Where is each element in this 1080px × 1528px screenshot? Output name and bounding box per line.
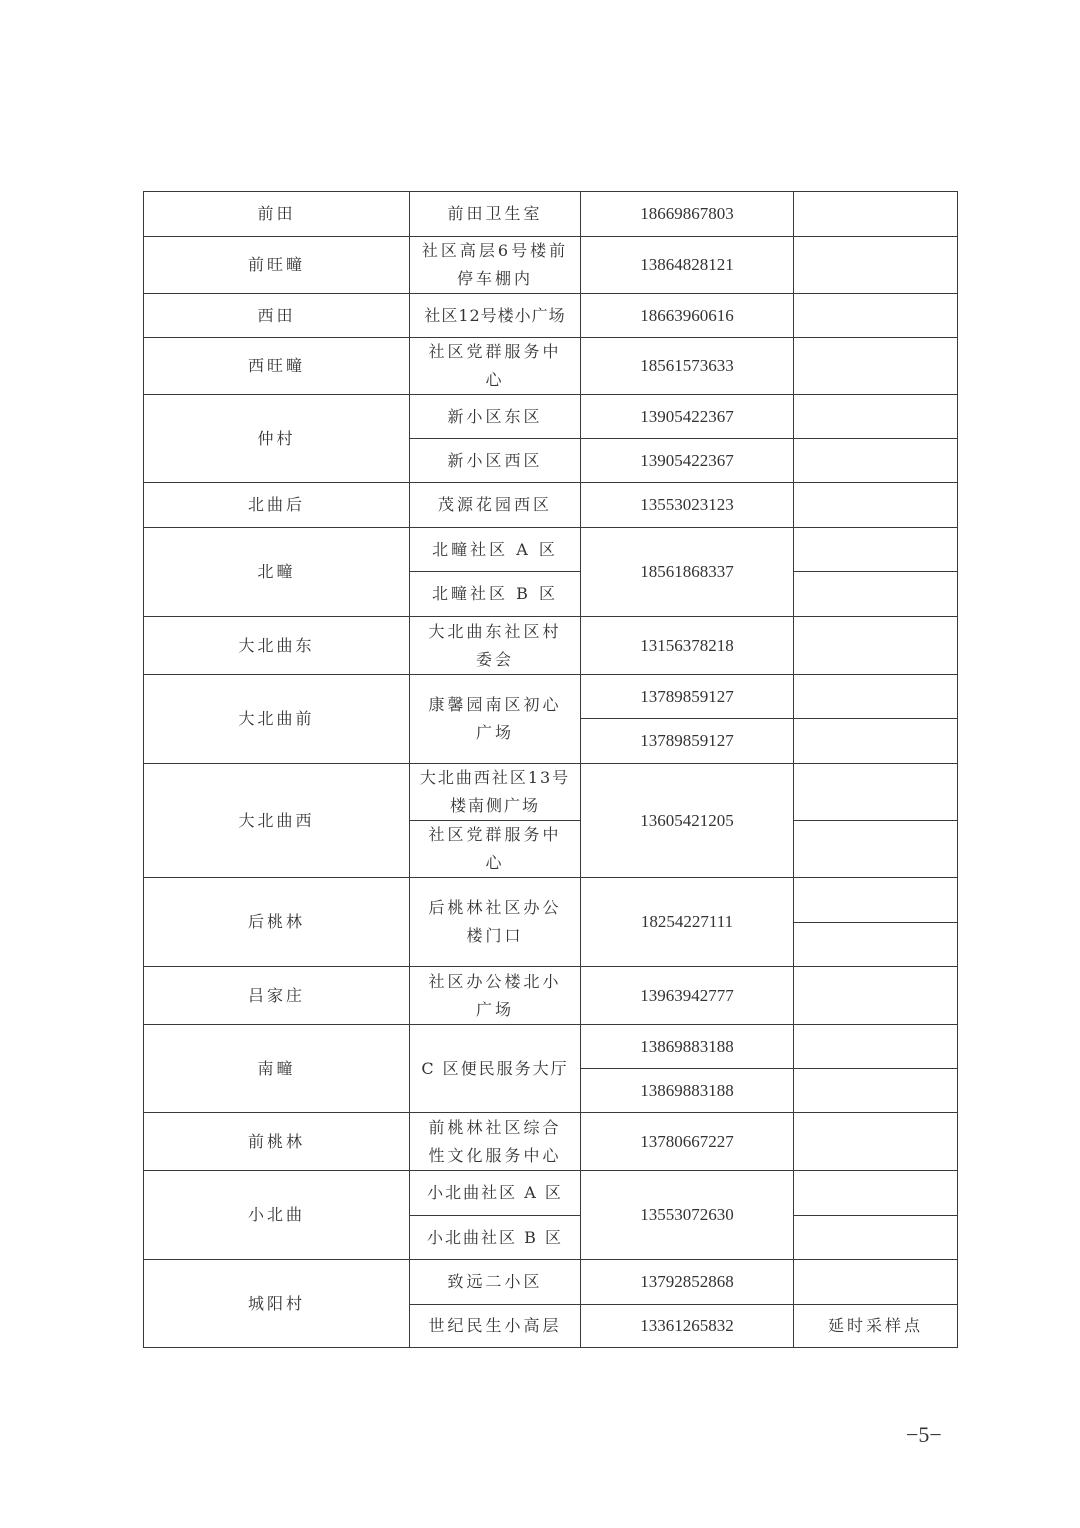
note-cell (794, 192, 958, 237)
table-row (144, 528, 958, 572)
location-cell: 康馨园南区初心广场 (410, 675, 581, 764)
location-cell: 前桃林社区综合性文化服务中心 (410, 1113, 581, 1171)
location-cell: C 区便民服务大厅 (410, 1025, 581, 1113)
village-cell: 北疃 (144, 528, 410, 617)
note-cell (794, 923, 958, 967)
village-cell: 吕家庄 (144, 967, 410, 1025)
village-cell: 仲村 (144, 395, 410, 483)
phone-cell: 13792852868 (581, 1260, 794, 1305)
location-cell: 社区党群服务中心 (410, 821, 581, 878)
village-cell: 小北曲 (144, 1171, 410, 1260)
location-cell: 致远二小区 (410, 1260, 581, 1305)
location-cell: 社区党群服务中心 (410, 338, 581, 395)
note-cell (794, 878, 958, 923)
location-cell: 世纪民生小高层 (410, 1305, 581, 1348)
phone-cell: 13553072630 (581, 1171, 794, 1260)
village-cell: 前桃林 (144, 1113, 410, 1171)
village-cell: 北曲后 (144, 483, 410, 528)
table-row (144, 294, 958, 338)
village-cell: 大北曲西 (144, 764, 410, 878)
note-cell (794, 967, 958, 1025)
note-cell (794, 719, 958, 764)
table-row (144, 1171, 958, 1216)
sampling-sites-table (143, 191, 958, 1348)
note-cell (794, 1113, 958, 1171)
location-cell: 小北曲社区 A 区 (410, 1171, 581, 1216)
table-row (144, 395, 958, 439)
note-cell (794, 764, 958, 821)
note-cell (794, 1216, 958, 1260)
table-row (144, 1113, 958, 1171)
note-cell (794, 1171, 958, 1216)
note-cell (794, 1025, 958, 1069)
location-cell: 后桃林社区办公楼门口 (410, 878, 581, 967)
phone-cell: 13864828121 (581, 237, 794, 294)
table-row (144, 1025, 958, 1069)
note-cell (794, 294, 958, 338)
note-cell (794, 237, 958, 294)
phone-cell: 13869883188 (581, 1069, 794, 1113)
note-cell (794, 1069, 958, 1113)
note-cell (794, 439, 958, 483)
table-row (144, 967, 958, 1025)
location-cell: 北疃社区 A 区 (410, 528, 581, 572)
phone-cell: 13905422367 (581, 395, 794, 439)
note-cell (794, 572, 958, 617)
phone-cell: 13780667227 (581, 1113, 794, 1171)
village-cell: 西田 (144, 294, 410, 338)
village-cell: 前旺疃 (144, 237, 410, 294)
note-cell: 延时采样点 (794, 1305, 958, 1348)
village-cell: 后桃林 (144, 878, 410, 967)
phone-cell: 13869883188 (581, 1025, 794, 1069)
location-cell: 大北曲西社区13号楼南侧广场 (410, 764, 581, 821)
phone-cell: 13905422367 (581, 439, 794, 483)
table-row (144, 483, 958, 528)
village-cell: 城阳村 (144, 1260, 410, 1348)
location-cell: 社区高层6号楼前停车棚内 (410, 237, 581, 294)
village-cell: 前田 (144, 192, 410, 237)
phone-cell: 13963942777 (581, 967, 794, 1025)
phone-cell: 13553023123 (581, 483, 794, 528)
location-cell: 前田卫生室 (410, 192, 581, 237)
village-cell: 大北曲东 (144, 617, 410, 675)
phone-cell: 18663960616 (581, 294, 794, 338)
note-cell (794, 338, 958, 395)
phone-cell: 18561573633 (581, 338, 794, 395)
note-cell (794, 617, 958, 675)
note-cell (794, 821, 958, 878)
page-number: −5− (906, 1422, 942, 1447)
phone-cell: 18669867803 (581, 192, 794, 237)
phone-cell: 13605421205 (581, 764, 794, 878)
location-cell: 茂源花园西区 (410, 483, 581, 528)
village-cell: 西旺疃 (144, 338, 410, 395)
location-cell: 社区12号楼小广场 (410, 294, 581, 338)
phone-cell: 18254227111 (581, 878, 794, 967)
village-cell: 南疃 (144, 1025, 410, 1113)
table-row (144, 617, 958, 675)
table-row (144, 338, 958, 395)
table-row (144, 192, 958, 237)
table-row (144, 764, 958, 821)
location-cell: 大北曲东社区村委会 (410, 617, 581, 675)
note-cell (794, 528, 958, 572)
phone-cell: 13789859127 (581, 719, 794, 764)
village-cell: 大北曲前 (144, 675, 410, 764)
location-cell: 北疃社区 B 区 (410, 572, 581, 617)
location-cell: 新小区东区 (410, 395, 581, 439)
phone-cell: 13789859127 (581, 675, 794, 719)
note-cell (794, 395, 958, 439)
location-cell: 新小区西区 (410, 439, 581, 483)
location-cell: 社区办公楼北小广场 (410, 967, 581, 1025)
table-row (144, 237, 958, 294)
phone-cell: 18561868337 (581, 528, 794, 617)
phone-cell: 13361265832 (581, 1305, 794, 1348)
note-cell (794, 483, 958, 528)
note-cell (794, 675, 958, 719)
table-row (144, 675, 958, 719)
note-cell (794, 1260, 958, 1305)
table-row (144, 1260, 958, 1305)
phone-cell: 13156378218 (581, 617, 794, 675)
location-cell: 小北曲社区 B 区 (410, 1216, 581, 1260)
table-row (144, 878, 958, 923)
